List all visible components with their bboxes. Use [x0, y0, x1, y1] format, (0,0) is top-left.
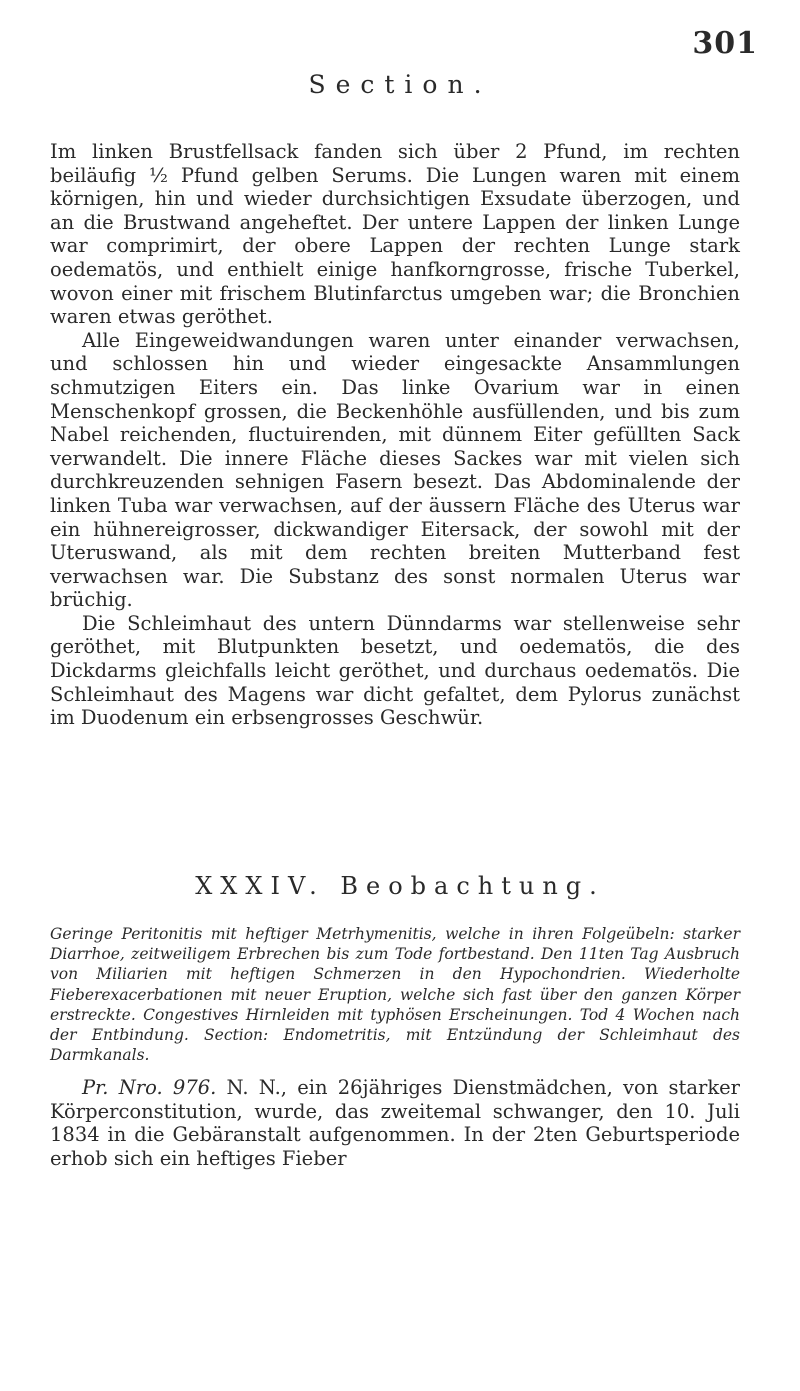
case-text — [50, 1076, 740, 1170]
page-number: 301 — [692, 26, 758, 61]
section-heading: Section. — [308, 70, 492, 99]
paragraph-intestines: Die Schleimhaut des untern Dünndarms war stellenweise sehr geröthet, mit Blutpunkten besetzt, und oedematös, die des Dickdarms gleichfalls leicht geröthet, und durchaus oedematös. Die Schleimhaut des Magens war dicht gefaltet, dem Pylorus zunächst im Duodenum ein erbsengrosses Geschwür. — [50, 611, 740, 730]
case-body: N. N., ein 26jähriges Dienstmädchen, von starker Körperconstitution, wurde, das zweitemal schwanger, den 10. Juli 1834 in die Gebäranstalt aufgenommen. In der 2ten Geburtsperiode erhob sich ein heftiges Fieber — [50, 1076, 740, 1170]
observation-summary: Geringe Peritonitis mit heftiger Metrhymenitis, welche in ihren Folgeübeln: starker Diarrhoe, zeitweiligem Erbrechen bis zum Tode fortbestand. Den 11ten Tag Ausbruch von Miliarien mit heftigen Schmerzen in den Hypochondrien. Wiederholte Fieberexacerbationen mit neuer Eruption, welche sich fast über den ganzen Körper erstreckte. Congestives Hirnleiden mit typhösen Erscheinungen. Tod 4 Wochen nach der Entbindung. Section: Endometritis, mit Entzündung der Schleimhaut des Darmkanals. — [50, 925, 740, 1065]
section-body — [50, 140, 740, 730]
observation-heading: XXXIV. Beobachtung. — [195, 872, 605, 900]
paragraph-abdomen: Alle Eingeweidwandungen waren unter einander verwachsen, und schlossen hin und wieder eingesackte Ansammlungen schmutzigen Eiters ein. Das linke Ovarium war in einen Menschenkopf grossen, die Beckenhöhle ausfüllenden, und bis zum Nabel reichenden, fluctuirenden, mit dünnem Eiter gefüllten Sack verwandelt. Die innere Fläche dieses Sackes war mit vielen sich durchkreuzenden sehnigen Fasern besezt. Das Abdominalende der linken Tuba war verwachsen, auf der äussern Fläche des Uterus war ein hühnereigrosser, dickwandiger Eitersack, der sowohl mit der Uteruswand, als mit dem rechten breiten Mutterband fest verwachsen war. Die Substanz des sonst normalen Uterus war brüchig. — [50, 328, 740, 612]
case-reference: Pr. Nro. 976. — [82, 1076, 217, 1099]
case-paragraph — [50, 1076, 740, 1170]
paragraph-lungs: Im linken Brustfellsack fanden sich über 2 Pfund, im rechten beiläufig ½ Pfund gelben Serums. Die Lungen waren mit einem körnigen, hin und wieder durchsichtigen Exsudate überzogen, und an die Brustwand angeheftet. Der untere Lappen der linken Lunge war comprimirt, der obere Lappen der rechten Lunge stark oedematös, und enthielt einige hanfkorngrosse, frische Tuberkel, wovon einer mit frischem Blutinfarctus umgeben war; die Bronchien waren etwas geröthet. — [50, 140, 740, 329]
